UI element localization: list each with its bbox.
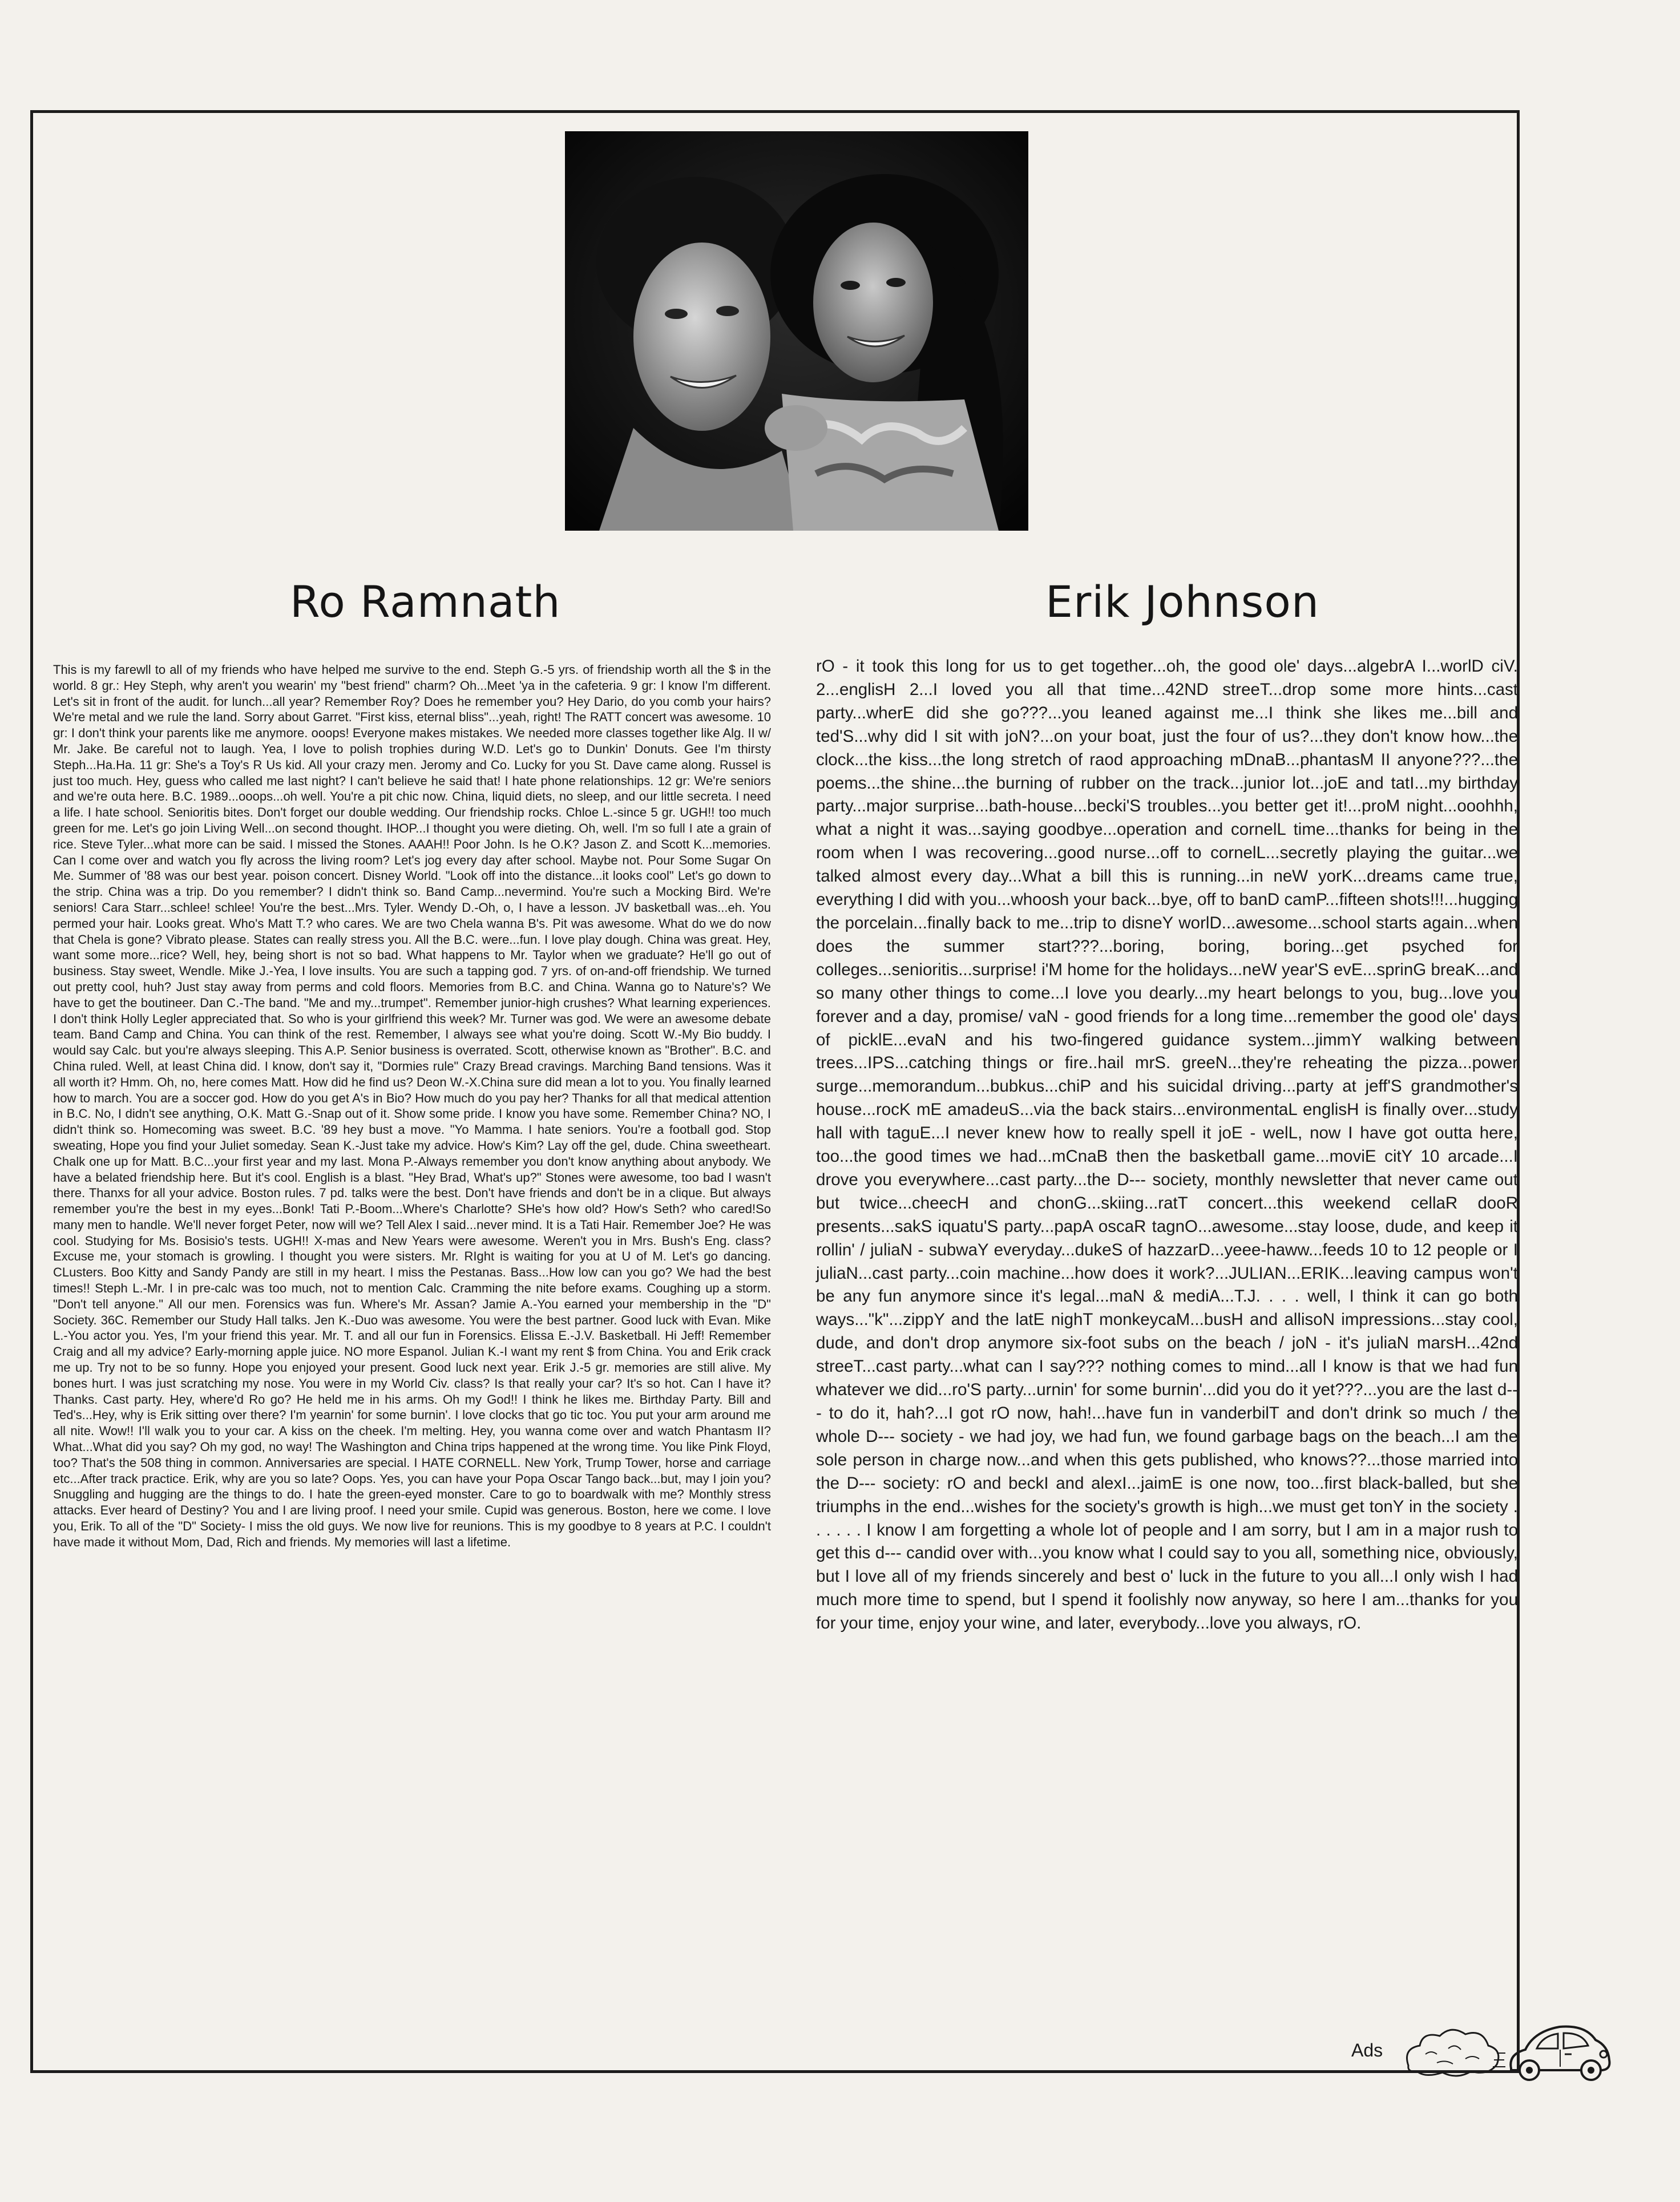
senior-name-right: Erik Johnson <box>1045 576 1320 627</box>
farewell-message-left: This is my farewll to all of my friends who have helped me survive to the end. Steph G.-5 yrs. of friendship worth all the $ in the world. 8 gr.: Hey Steph, why aren't you wearin' my "best friend" charm? Oh...Meet 'ya in the cafeteria. 9 gr: I know I'm different. Let's sit in front of the audit. for lunch...all year? Remember Roy? Does he remember you? Hey Dario, do you comb your hairs? We're metal and we rule the land. Sorry about Garret. "First kiss, eternal bliss"...yeah, right! The RATT concert was awesome. 10 gr: I don't think your parents like me anymore. ooops! Everyone makes mistakes. We needed more classes together like Alg. II w/ Mr. Jake. Be careful not to laugh. Yea, I love to polish trophies during W.D. Let's go to Dunkin' Donuts. Gee I'm thirsty Steph...Ha.Ha. 11 gr: She's a Toy's R Us kid. All your crazy men. Jeromy and Co. Lucky for you St. Dave came along. Russel is just too much. Hey, guess who called me last night? I can't believe he said that! I hate phone relationships. 12 gr: We're seniors and we're outa here. B.C. 1989...ooops...oh well. You're a pit chic now. China, liquid diets, no sleep, and our little secreta. I need a life. I hate school. Senioritis bites. Don't forget our double wedding. Our friendship rocks. Chloe L.-since 5 gr. UGH!! too much green for me. Let's go join Living Well...on second thought. IHOP...I thought you were dieting. Oh, well. I'm so full I ate a grain of rice. Steve Tyler...what more can be said. I missed the Stones. AAAH!! Poor John. Is he O.K? Jason Z. and Scott K...memories. Can I come over and watch you fly across the living room? Let's jog every day after school. Maybe not. Pour Some Sugar On Me. Summer of '88 was our best year. poison concert. Disney World. "Look off into the distance...it looks cool" Let's go down to the strip. China was a trip. Do you remember? I didn't think so. Band Camp...nevermind. You're such a Mocking Bird. We're seniors! Cara Starr...schlee! schlee! You're the best...Mrs. Tyler. Wendy D.-Oh, o, I have a lesson. JV basketball was...eh. You permed your hair. Looks great. Who's Matt T.? who cares. We are two Chela wanna B's. Pit was awesome. What do we do now that Chela is gone? Vibrato please. States can really stress you. All the B.C. were...fun. I love play dough. China was great. Hey, want some more...rice? Well, hey, being short is not so bad. What happens to Mr. Taylor when we graduate? He'll go out of business. Stay sweet, Wendle. Mike J.-Yea, I love insults. You are such a tapping god. 7 yrs. of on-and-off friendship. We turned out pretty cool, huh? Just stay away from perms and cold floors. Memories from B.C. and China. Wanna go to Nature's? We have to get the boutineer. Dan C.-The band. "Me and my...trumpet". Remember junior-high crushes? What learning experiences. I don't think Holly Legler appreciated that. So who is your girlfriend this week? Mr. Turner was god. We were an awesome debate team. Band Camp and China. You can think of the rest. Remember, I always see what you're doing. Scott W.-My Bio buddy. I would say Calc. but you're always sleeping. This A.P. Senior business is overrated. Scott, otherwise known as "Brother". B.C. and China ruled. Well, at least China did. I know, don't say it, "Dormies rule" Crazy Bread cravings. Marching Band tensions. Was it all worth it? Hmm. Oh, no, here comes Matt. How did he find us? Deon W.-X.China sure did mean a lot to you. You finally learned how to march. You are a soccer god. How do you get A's in Bio? How much do you pay her? Thanks for all that medical attention in B.C. No, I didn't see anything, O.K. Matt G.-Snap out of it. Show some pride. I know you have some. Remember China? NO, I didn't think so. Homecoming was sweet. B.C. '89 hey bust a move. "Yo Mamma. I hate seniors. You're a football god. Stop sweating, Hope you find your Juliet someday. Sean K.-Just take my advice. How's Kim? Lay off the gel, dude. China sweetheart. Chalk one up for Matt. B.C...your first year and my last. Mona P.-Always remember you don't know anything about anybody. We have a belated friendship here. But it's cool. English is a blast. "Hey Brad, What's up?" Stones were awesome, too bad I wasn't there. Thanxs for all your advice. Boston rules. 7 pd. talks were the best. Don't have friends and don't be in a clique. But always remember you're the best in my eyes...Bonk! Tati P.-Boom...Where's Charlotte? SHe's how old? How's Seth? who cared!So many men to handle. We'll never forget Peter, now will we? Tell Alex I said...never mind. It is a Tati Hair. Remember Joe? He was cool. Studying for Ms. Bosisio's tests. UGH!! X-mas and New Years were awesome. Weren't you in Mrs. Bush's Eng. class? Excuse me, your stomach is growling. I thought you were sisters. Mr. RIght is waiting for you at U of M. Let's go dancing. CLusters. Boo Kitty and Sandy Pandy are still in my heart. I miss the Pestanas. Bass...How low can you go? We had the best times!! Steph L.-Mr. I in pre-calc was too much, not to mention Calc. Cramming the nite before exams. Coughing up a storm. "Don't tell anyone." All our men. Forensics was fun. Where's Mr. Assan? Jamie A.-You earned your membership in the "D" Society. 36C. Remember our Study Hall talks. Jen K.-Duo was awesome. You were the best partner. Good luck with Evan. Mike L.-You actor you. Yes, I'm your friend this year. Mr. T. and all our fun in Forensics. Elissa E.-J.V. Basketball. Hi Jeff! Remember Craig and all my advice? Early-morning apple juice. NO more Espanol. Julian K.-I want my rent $ from China. You and Erik crack me up. Try not to be so funny. Hope you enjoyed your present. Good luck next year. Erik J.-5 gr. memories are still alive. My bones hurt. I was just scratching my nose. You were in my World Civ. class? Is that really your car? It's so hot. Can I have it? Thanks. Cast party. Hey, where'd Ro go? He held me in his arms. Oh my God!! I think he likes me. Birthday Party. Bill and Ted's...Hey, why is Erik sitting over there? I'm yearnin' for some burnin'. I love clocks that go tic toc. You put your arm around me all nite. Wow!! I'll walk you to your car. A kiss on the cheek. I'm melting. Hey, you wanna come over and watch Phantasm II? What...What did you say? Oh my god, no way! The Washington and China trips happened at the wrong time. You like Pink Floyd, too? That's the 508 thing in common. Anniversaries are special. I HATE CORNELL. New York, Trump Tower, horse and carriage etc...After track practice. Erik, why are you so late? Oops. Yes, you can have your Popa Oscar Tango back...but, may I join you? Snuggling and hugging are the things to do. I hate the green-eyed monster. Care to go to boardwalk with me? Monthly stress attacks. Ever heard of Destiny? You and I are living proof. I need your smile. Cupid was generous. Boston, here we come. I love you, Erik. To all of the "D" Society- I miss the old guys. We now live for reunions. This is my goodbye to 8 years at P.C. I couldn't have made it without Mom, Dad, Rich and friends. My memories will last a lifetime. <box>53 662 771 1549</box>
farewell-message-right: rO - it took this long for us to get together...oh, the good ole' days...algebrA I...worlD ciV. 2...englisH 2...I loved you all that time...42ND streeT...drop some more hints...cast party...wherE did she go???...you leaned against me...I think she likes me...bill and ted'S...why did I sit with joN?...on your boat, just the four of us?...they don't know how...the clock...the kiss...the long stretch of raod approaching mDnaB...phantasM II anyone???...the poems...the shine...the burning of rubber on the track...junior lot...joE and tatI...my birthday party...major surprise...bath-house...becki'S troubles...you better get it!...proM night...ooohhh, what a night it was...saying goodbye...operation and cornelL time...thanks for being in the room when I was recovering...good nurse...off to cornelL...secretly playing the guitar...we talked almost every day...What a bill this is running...in neW yorK...dreams came true, everything I did with you...whoosh your back...bye, off to banD camP...fifteen shots!!!...hugging the porcelain...finally back to me...trip to disneY worlD...awesome...school starts again...when does the summer start???...boring, boring, boring...get psyched for colleges...senioritis...surprise! i'M home for the holidays...neW year'S evE...sprinG breaK...and so many other things to come...I love you dearly...my heart belongs to you, bug...love you forever and a day, promise/ vaN - good friends for a long time...remember the good ole' days of picklE...evaN and his two-fingered guidance system...jimmY walking between trees...IPS...catching things or fire..hail mrS. greeN...they're reheating the pizza...power surge...memorandum...bubkus...chiP and his suicidal driving...party at jeff'S grandmother's house...rocK mE amadeuS...via the back stairs...environmentaL englisH is finally over...study hall with taguE...I never knew how to really spell it joE - welL, now I have got outta here, too...the good times we had...mCnaB then the basketball game...moviE citY 10 arcade...I drove you everywhere...cast party...the D--- society, monthly newsletter that never came out but twice...cheecH and chonG...skiing...ratT concert...this weekend cellaR dooR presents...sakS iquatu'S party...papA oscaR tagnO...awesome...stay loose, dude, and keep it rollin' / juliaN - subwaY everyday...dukeS of hazzarD...yeee-haww...feeds 10 to 12 people or I juliaN...cast party...coin machine...how does it work?...JULIAN...ERIK...leaving campus won't be any fun anymore since it's legal...maN & mediA...T.J. . . . well, I think it can go both ways..."k"...zippY and the latE nighT monkeycaM...busH and allisoN impressions...stay cool, dude, and don't drop anymore six-foot subs on the beach / joN - it's juliaN marsH...42nd streeT...cast party...what can I say??? nothing comes to mind...all I know is that we had fun whatever we did...ro'S party...urnin' for some burnin'...did you do it yet???...you are the last d--- to do it, hah?...I got rO now, hah!...have fun in vanderbilT and don't drink so much / the whole D--- society - we had joy, we had fun, we found garbage bags on the beach...I am the sole person in charge now...and when this gets published, who knows??...those married into the D--- society: rO and beckI and alexI...jaimE is one now, too...first black-balled, but she triumphs in the end...wishes for the society's growth is high...we must get tonY in the society . . . . . . I know I am forgetting a whole lot of people and I am sorry, but I am in a major rush to get this d--- candid over with...you know what I could say to you all, something nice, obviously, but I love all of my friends sincerely and best o' luck in the future to you all...I only wish I had much more time to spend, but I spend it foolishly now anyway, so here I am...thanks for you for your time, enjoy your wine, and later, everybody...love you always, rO. <box>816 657 1518 1633</box>
senior-name-left: Ro Ramnath <box>290 576 561 627</box>
portrait-photo <box>565 131 1028 531</box>
car-doodle-icon <box>1403 2014 1617 2082</box>
section-label: Ads <box>1351 2040 1383 2060</box>
